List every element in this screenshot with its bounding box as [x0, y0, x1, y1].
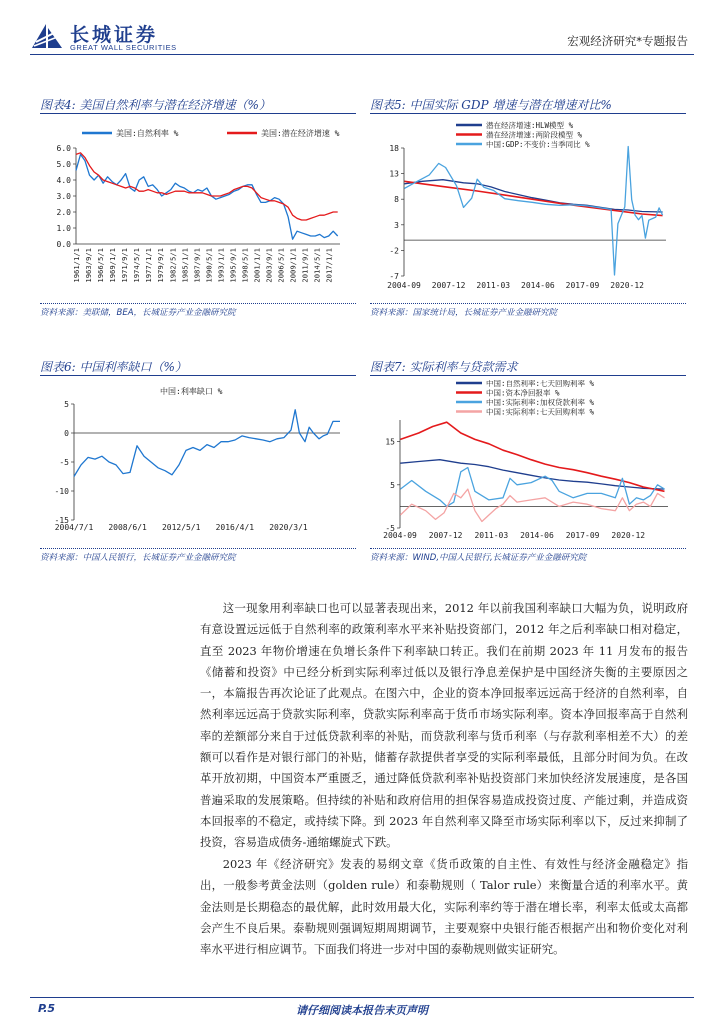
legend-label: 中国:利率缺口 %: [160, 387, 223, 396]
header-divider: [30, 54, 694, 55]
x-tick-label: 2004/7/1: [54, 523, 94, 532]
x-tick-label: 2017/1/1: [324, 248, 334, 283]
x-tick-label: 1971/9/1: [120, 248, 130, 283]
figure-4-title: 图表4: 美国自然利率与潜在经济增速（%）: [40, 98, 271, 112]
figure-4-source: 资料来源：美联储，BEA，长城证券产业金融研究院: [40, 308, 236, 318]
series-line-4: [400, 489, 664, 521]
x-tick-label: 1998/5/1: [240, 248, 250, 283]
series-line-3: [400, 468, 664, 507]
legend-label: 中国:GDP:不变价:当季同比 %: [486, 140, 590, 149]
x-tick-label: 2014-06: [521, 281, 555, 290]
y-tick-label: 1.0: [56, 224, 71, 233]
figure-7-source: 资料来源：WIND,中国人民银行,长城证券产业金融研究院: [370, 553, 587, 563]
figure-6-title: 图表6: 中国利率缺口（%）: [40, 360, 187, 374]
series-line-1: [404, 180, 662, 212]
y-tick-label: 3: [394, 220, 399, 230]
figure-5-source: 资料来源：国家统计局，长城证券产业金融研究院: [370, 308, 558, 318]
figure-7-title-rule: [370, 375, 686, 376]
y-tick-label: 0: [64, 429, 69, 438]
legend-label: 中国:自然利率:七天回购利率 %: [486, 380, 595, 388]
y-tick-label: -5: [385, 524, 395, 533]
body-paragraph-1: 这一现象用利率缺口也可以显著表现出来，2012 年以前我国利率缺口大幅为负，说明政府有意设置远远低于自然利率的政策利率水平来补贴投资部门，2012 年之后利率缺口相对稳定，直至 2023 年物价增速在负增长条件下利率缺口转正。我们在前期 2023 年 11 月发布的报告《储蓄和投资》中已经分析到实际利率过低以及银行净息差保护是中国经济失衡的主要原因之一，本篇报告再次论证了此观点。在图六中，企业的资本净回报率远远高于经济的自然利率，自然利率远远高于贷款实际利率，贷款实际利率高于货币市场实际利率。资本净回报率高于自然利率的差额部分来自于过低贷款利率的补贴，而贷款利率与货币利率（与存款利率相差不大）的差额可以看作是对银行部门的补贴，储蓄存款提供者享受的实际利率最低，且部分时间为负。在改革开放初期，中国资本严重匮乏，通过降低贷款利率补贴投资部门来加快经济发展速度，是各国普遍采取的发展策略。但持续的补贴和政府信用的担保容易造成投资过度、产能过剩，并造成资本回报率的不稳定，或持续下降。到 2023 年自然利率又降至市场实际利率以下，反过来抑制了投资，容易造成债务-通缩螺旋式下跌。: [200, 601, 688, 850]
y-tick-label: 0.0: [56, 240, 71, 249]
series-line-1: [74, 410, 340, 477]
page-number: P.5: [38, 1002, 56, 1015]
x-tick-label: 1987/9/1: [192, 248, 202, 283]
x-tick-label: 2012/5/1: [161, 523, 201, 532]
x-tick-label: 2017-09: [565, 281, 600, 290]
legend-label: 中国:资本净回报率 %: [486, 388, 560, 398]
x-tick-label: 2016/4/1: [215, 523, 255, 532]
y-tick-label: -5: [59, 458, 69, 467]
x-tick-label: 2004-09: [387, 281, 421, 290]
legend-label: 中国:实际利率:七天回购利率 %: [486, 407, 595, 417]
y-tick-label: -15: [54, 516, 69, 525]
x-tick-label: 2020-12: [611, 531, 646, 540]
figure-6-chart: [40, 380, 356, 548]
y-tick-label: 5: [390, 480, 395, 490]
figure-5-source-rule: [370, 303, 686, 304]
series-line-1: [400, 460, 664, 489]
x-tick-label: 2009/1/1: [288, 248, 298, 283]
x-tick-label: 1993/1/1: [216, 248, 226, 283]
x-tick-label: 2014-06: [520, 531, 554, 540]
x-tick-label: 1982/5/1: [168, 248, 178, 283]
figure-6-title-rule: [40, 375, 356, 376]
figure-7-chart: [370, 380, 686, 548]
figure-7-source-rule: [370, 548, 686, 549]
series-line-3: [404, 147, 662, 276]
logo-subtext: GREAT WALL SECURITIES: [70, 43, 177, 52]
x-tick-label: 2008/6/1: [108, 523, 147, 532]
figure-6-source: 资料来源：中国人民银行，长城证券产业金融研究院: [40, 553, 236, 563]
series-line-1: [76, 154, 338, 239]
logo-text: 长城证券: [70, 24, 159, 46]
y-tick-label: 2.0: [56, 208, 71, 217]
y-tick-label: 13: [389, 169, 399, 179]
x-tick-label: 1963/9/1: [84, 248, 94, 283]
x-tick-label: 2003/9/1: [264, 247, 274, 283]
x-tick-label: 2007-12: [431, 281, 466, 290]
y-tick-label: 6.0: [56, 144, 71, 153]
figure-5-title-rule: [370, 113, 686, 114]
series-line-2: [400, 422, 664, 491]
figure-5-title: 图表5: 中国实际 GDP 增速与潜在增速对比%: [370, 98, 612, 112]
x-tick-label: 2007-12: [428, 531, 463, 540]
x-tick-label: 2014/5/1: [312, 248, 322, 283]
legend-label: 潜在经济增速:两阶段模型 %: [486, 130, 583, 140]
y-tick-label: 18: [389, 144, 399, 153]
x-tick-label: 1961/1/1: [72, 248, 81, 283]
y-tick-label: 8: [394, 195, 399, 205]
logo-icon: [30, 20, 64, 50]
x-tick-label: 2020-12: [610, 281, 644, 290]
x-tick-label: 2004-09: [383, 531, 417, 540]
x-tick-label: 1974/5/1: [132, 248, 142, 283]
y-tick-label: 4.0: [56, 176, 71, 185]
figure-7-title: 图表7: 实际利率与贷款需求: [370, 360, 518, 374]
y-tick-label: 5: [64, 400, 69, 409]
body-paragraph-2: 2023 年《经济研究》发表的易纲文章《货币政策的自主性、有效性与经济金融稳定》指出，一般参考黄金法则（golden rule）和泰勒规则（ Talor rule）来衡量合适的利率水平。黄金法则是长期稳态的最优解，此时效用最大化，实际利率约等于潜在增长率，利率太低或太高都会产生不良后果。泰勒规则强调短期周期调节，主要观察中央银行能否根据产出和物价变化对利率水平进行相应调节。下面我们将进一步对中国的泰勒规则做实证研究。: [200, 857, 688, 957]
x-tick-label: 1990/5/1: [204, 248, 214, 283]
x-tick-label: 1985/1/1: [180, 248, 190, 283]
y-tick-label: -7: [389, 272, 399, 281]
x-tick-label: 2006/5/1: [276, 247, 286, 283]
x-tick-label: 2011-03: [474, 531, 509, 540]
x-tick-label: 1995/9/1: [228, 248, 238, 283]
x-tick-label: 1969/1/1: [108, 248, 118, 283]
y-tick-label: -10: [54, 487, 69, 496]
x-tick-label: 2011/9/1: [300, 248, 310, 283]
x-tick-label: 2001/1/1: [252, 248, 262, 283]
series-line-2: [76, 153, 338, 220]
figure-5-chart: [370, 118, 686, 298]
x-tick-label: 2011-03: [476, 281, 511, 290]
x-tick-label: 1966/5/1: [96, 248, 106, 283]
x-tick-label: 2020/3/1: [269, 523, 308, 532]
footer-disclaimer: 请仔细阅读本报告末页声明: [296, 1004, 428, 1017]
legend-label: 中国:实际利率:加权贷款利率 %: [486, 398, 595, 407]
figure-4-source-rule: [40, 303, 356, 304]
x-tick-label: 1979/9/1: [156, 248, 166, 283]
figure-6-source-rule: [40, 548, 356, 549]
figure-4-chart: [40, 118, 356, 298]
y-tick-label: 3.0: [56, 192, 71, 201]
legend-label: 美国:自然利率 %: [116, 129, 179, 138]
figure-4-title-rule: [40, 113, 356, 114]
x-tick-label: 1977/1/1: [144, 248, 154, 283]
legend-label: 潜在经济增速:HLW模型 %: [486, 121, 574, 130]
x-tick-label: 2017-09: [565, 531, 600, 540]
y-tick-label: 5.0: [56, 160, 71, 169]
y-tick-label: -2: [389, 246, 399, 256]
footer-divider: [30, 997, 694, 998]
y-tick-label: 15: [385, 437, 395, 447]
report-type: 宏观经济研究*专题报告: [567, 34, 688, 48]
legend-label: 美国:潜在经济增速 %: [261, 129, 340, 138]
